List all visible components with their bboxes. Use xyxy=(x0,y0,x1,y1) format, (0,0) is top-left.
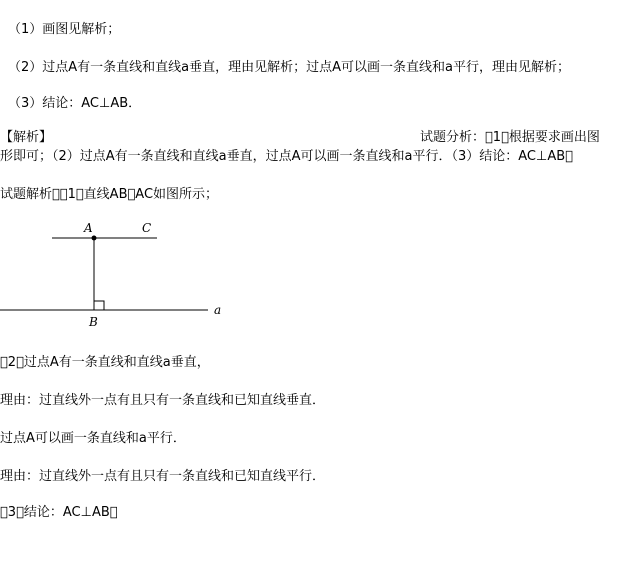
label-a-point: A xyxy=(84,221,93,235)
analysis-heading: 【解析】 xyxy=(0,130,53,145)
label-line-a: a xyxy=(214,303,222,317)
part-3-conclusion: 󰀀3）结论：AC⊥AB󰀀 xyxy=(0,505,118,520)
geometry-figure xyxy=(0,215,240,335)
reason-perpendicular: 理由：过直线外一点有且只有一条直线和已知直线垂直． xyxy=(0,393,326,408)
answer-1: （1）画图见解析； xyxy=(8,22,121,37)
right-angle-mark xyxy=(94,301,104,310)
part-2-parallel: 过点A可以画一条直线和a平行． xyxy=(0,431,186,446)
detail-intro: 试题解析󰀀󰀀1）直线AB󰀀AC如图所示； xyxy=(0,187,219,202)
point-a-dot xyxy=(92,236,97,241)
reason-parallel: 理由：过直线外一点有且只有一条直线和已知直线平行． xyxy=(0,469,326,484)
answer-3: （3）结论：AC⊥AB． xyxy=(8,96,142,111)
label-b-point: B xyxy=(89,315,98,329)
analysis-summary-right: 试题分析：󰀀1）根据要求画出图 xyxy=(420,130,600,145)
analysis-summary-continued: 形即可；（2）过点A有一条直线和直线a垂直，过点A可以画一条直线和a平行．（3）结论：AC⊥AB󰀀 xyxy=(0,149,573,164)
label-c-point: C xyxy=(142,221,152,235)
answer-2: （2）过点A有一条直线和直线a垂直，理由见解析；过点A可以画一条直线和a平行，理由见解析； xyxy=(8,60,570,75)
part-2-statement: 󰀀2）过点A有一条直线和直线a垂直， xyxy=(0,355,210,370)
